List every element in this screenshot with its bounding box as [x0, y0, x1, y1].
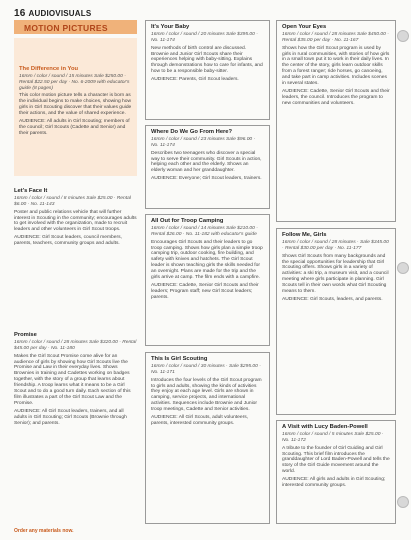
- entry-meta: 16mm / color / sound / 30 minutes · Sale $295.00 · No. 11-171: [151, 364, 261, 375]
- entry-meta: 16mm / color / sound / 28 minutes · Sale $345.00 · Rental $30.00 per day · No. 11-177: [282, 240, 389, 251]
- entry-audience: AUDIENCE: Girl Scout leaders, council members, parents, teachers, community groups and adults.: [14, 235, 122, 247]
- page-number: 16: [14, 8, 26, 19]
- entry-audience: AUDIENCE: Everyone; Girl Scout leaders, trainers.: [151, 176, 262, 182]
- entry-body: Encourages Girl Scouts and their leaders to go troop camping. Shows how girls plan a simple troop camping trip, outdoor cooking, fire building, and safety with knives and hatchets. The Girl Scout leader is shown teaching girls the skills needed for an overnight. Plans are made for the trip and the girls arrive at camp. The film ends with a campfire.: [151, 239, 263, 281]
- entry-title: Follow Me, Girls: [282, 232, 327, 238]
- binder-hole-icon: [397, 262, 409, 274]
- entry-meta: 16mm / color / sound / 8 minutes Sale $25.00 · Rental $6.00 · No. 11-143: [14, 196, 131, 207]
- entry-follow: [276, 228, 396, 415]
- entry-audience: AUDIENCE: All Girl Scout leaders, trainers, and all adults in Girl Scouting; Girl Scouts (Brownie through Senior); and parents.: [14, 408, 127, 426]
- entry-audience: AUDIENCE: All Girl Scouts, adult volunteers, parents, interested community groups.: [151, 415, 249, 426]
- entry-meta: 16mm / color / sound / 14 minutes Sale $210.00 · Rental $26.00 · No. 11-182 with educator's guide: [151, 226, 258, 237]
- entry-camping: [145, 214, 270, 346]
- entry-audience: AUDIENCE: Cadette, Senior Girl Scouts and their leaders; Program staff; new Girl Scout leaders; parents.: [151, 282, 259, 300]
- entry-title: This Is Girl Scouting: [151, 356, 208, 362]
- banner-title: MOTION PICTURES: [24, 23, 108, 33]
- entry-body: Makes the Girl Scout Promise come alive for an audience of girls by showing how Girl Scouts live the Promise and Law in their everyday lives. Shows Brownies in training and Cadettes working on badges together, with the story of a group that learns about friendship. A troop learns what it means to be a Girl Scout and to do a good turn daily. Each section of this film illustrates a part of the Girl Scout Law and the Promise.: [14, 353, 131, 406]
- entry-face: [14, 188, 137, 318]
- entry-body: This color motion picture tells a character is born as the individual begins to make choices, showing how girls in Girl Scouting discover that their values guide their actions, and the value of shared experience.: [19, 93, 132, 117]
- entry-body: Introduces the four levels of the Girl Scout program to girls and adults, showing the kinds of activities they enjoy at each age level. Girls are shown in camping, service projects, and international activities. Sequences include Brownie and Junior troop meetings, Cadette and Senior activities.: [151, 377, 262, 413]
- page-header: [14, 8, 91, 19]
- entry-meta: 16mm / color / sound / 15 minutes Sale $250.00 · Rental $22.50 per day · No. 6-2009 with educator's guide (8 pages): [19, 74, 130, 91]
- entry-title: All Out for Troop Camping: [151, 218, 224, 224]
- entry-where: [145, 125, 270, 209]
- entry-audience: AUDIENCE: All adults in Girl Scouting; members of the council; Girl Scouts (Cadette and Senior) and their parents.: [19, 119, 130, 136]
- binder-hole-icon: [397, 496, 409, 508]
- entry-audience: AUDIENCE: Girl Scouts, leaders, and parents.: [282, 296, 383, 302]
- entry-body: A tribute to the founder of Girl Guiding and Girl Scouting. This brief film introduces the granddaughter of Lord Baden-Powell and tells the story of the Girl Guide movement around the world.: [282, 445, 390, 475]
- binder-hole-icon: [397, 30, 409, 42]
- entry-title: Promise: [14, 332, 37, 338]
- entry-baby: [145, 20, 270, 120]
- entry-audience: AUDIENCE: Parents, Girl Scout leaders.: [151, 77, 239, 83]
- entry-meta: 16mm / color / sound / 20 minutes Sale $395.00 · No. 11-174: [151, 32, 258, 43]
- entry-title: A Visit with Lucy Baden-Powell: [282, 424, 368, 430]
- entry-title: Open Your Eyes: [282, 24, 327, 30]
- entry-meta: 16mm / color / sound / 23 minutes Sale $96.00 · No. 11-174: [151, 137, 256, 148]
- entry-meta: 16mm / color / sound / 28 minutes Sale $320.00 · Rental $45.00 per day · No. 11-180: [14, 340, 137, 351]
- entry-body: Poster and public relations vehicle that will further interest in Scouting in the community; encourages adults to get involved with the organization, made to recruit leaders and other volunteers in Girl Scout troops.: [14, 209, 137, 233]
- entry-audience: AUDIENCE: All girls and adults in Girl Scouting; interested community groups.: [282, 477, 386, 489]
- entry-body: Shows how the Girl Scout program is used by girls in rural communities, with stories of how girls in a small town put it to work in their daily lives. In the center of the story, girls learn outdoor skills from a forest ranger; ride horses, go canoeing, and take part in camp activities. Includes scenes in several states.: [282, 45, 390, 87]
- section-banner: [14, 20, 137, 34]
- entry-eyes: [276, 20, 396, 222]
- entry-audience: AUDIENCE: Cadette, Senior Girl Scouts and their leaders, the council. Introduces the program to new communities and volunteers.: [282, 88, 390, 106]
- entry-meta: 16mm / color / sound / 5 minutes Sale $25.00 · No. 11-172: [282, 432, 384, 443]
- section-name: AUDIOVISUALS: [28, 9, 92, 18]
- entry-difference: [14, 38, 137, 176]
- entry-promise: [14, 332, 137, 522]
- entry-body: Shows Girl Scouts from many backgrounds and the special opportunities for leadership that Girl Scouting offers. Shows girls in a variety of activities: a ski trip, a museum visit, and a council meeting where girls participate in planning. Girl Scouts tell in their own words what Girl Scouting means to them.: [282, 253, 389, 295]
- entry-meta: 16mm / color / sound / 28 minutes Sale $450.00 · Rental $35.00 per day · No. 11-167: [282, 32, 389, 43]
- entry-body: New methods of birth control are discussed. Brownie and Junior Girl Scouts share their experiences helping with baby-sitting. Explains through demonstrations how to care for infants, and how to be a responsible baby-sitter.: [151, 45, 263, 75]
- entry-body: Describes two teenagers who discover a special way to serve their community. Girl Scouts in action, helping each other and the elderly. Shows an elderly woman and her granddaughter.: [151, 150, 262, 174]
- entry-title: It's Your Baby: [151, 24, 190, 30]
- entry-visit: [276, 420, 396, 524]
- entry-title: The Difference in You: [19, 66, 79, 72]
- footer-note: Order any materials now.: [14, 528, 74, 534]
- entry-scouting: [145, 352, 270, 524]
- entry-title: Let's Face It: [14, 188, 48, 194]
- entry-title: Where Do We Go From Here?: [151, 129, 233, 135]
